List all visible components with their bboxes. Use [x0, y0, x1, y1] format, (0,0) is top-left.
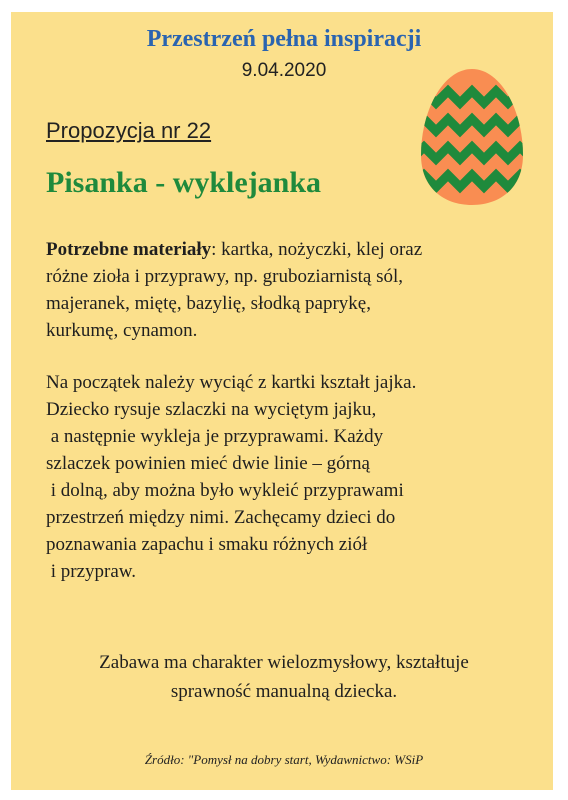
instruction-line: poznawania zapachu i smaku różnych ziół — [46, 534, 368, 555]
instruction-line: Na początek należy wyciąć z kartki kształt jajka. — [46, 372, 417, 393]
materials-label: Potrzebne materiały — [46, 239, 212, 260]
page-title: Przestrzeń pełna inspiracji — [146, 26, 422, 52]
materials-line: różne zioła i przyprawy, np. gruboziarnistą sól, — [46, 266, 404, 287]
source-credit: Źródło: "Pomysł na dobry start, Wydawnictwo: WSiP — [144, 752, 424, 767]
activity-heading: Pisanka - wyklejanka — [46, 166, 322, 199]
instructions-paragraph — [46, 369, 526, 585]
easter-egg-icon — [418, 67, 526, 207]
instruction-line: szlaczek powinien mieć dwie linie – górną — [46, 453, 370, 474]
proposal-number: Propozycja nr 22 — [46, 118, 212, 143]
date-label: 9.04.2020 — [241, 60, 327, 81]
summary-paragraph — [0, 648, 568, 706]
summary-line: Zabawa ma charakter wielozmysłowy, kształtuje — [99, 652, 469, 673]
instruction-line: a następnie wykleja je przyprawami. Każdy — [46, 426, 384, 447]
instruction-line: Dziecko rysuje szlaczki na wyciętym jajku, — [46, 399, 377, 420]
materials-list-start: : kartka, nożyczki, klej oraz — [211, 239, 423, 260]
summary-line: sprawność manualną dziecka. — [170, 681, 398, 702]
instruction-line: i dolną, aby można było wykleić przyprawami — [46, 480, 404, 501]
instruction-line: i przypraw. — [46, 561, 137, 582]
materials-line — [46, 236, 526, 263]
materials-line: kurkumę, cynamon. — [46, 320, 198, 341]
materials-line: majeranek, miętę, bazylię, słodką paprykę, — [46, 293, 371, 314]
instruction-line: przestrzeń między nimi. Zachęcamy dzieci do — [46, 507, 396, 528]
materials-paragraph — [46, 236, 526, 344]
